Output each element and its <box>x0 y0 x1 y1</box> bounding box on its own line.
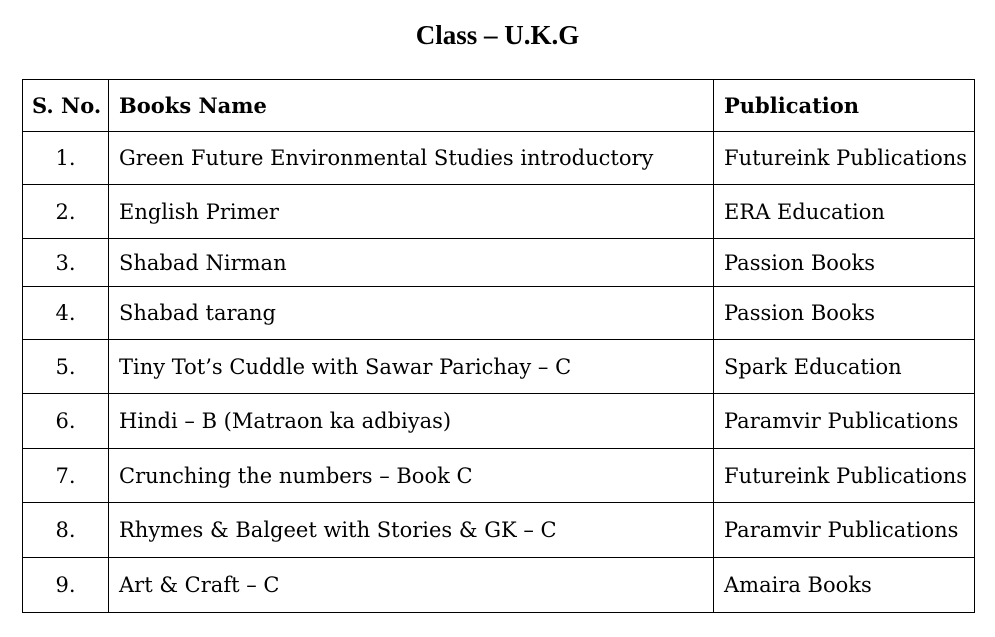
table-row <box>23 185 975 239</box>
serial-number-cell: 4. <box>23 287 109 340</box>
book-name-cell: Hindi – B (Matraon ka adbiyas) <box>109 394 714 449</box>
serial-number-cell: 2. <box>23 185 109 239</box>
book-name-cell: Crunching the numbers – Book C <box>109 449 714 503</box>
serial-number-cell: 9. <box>23 558 109 613</box>
publication-cell: Paramvir Publications <box>714 503 975 558</box>
table-row <box>23 503 975 558</box>
table-row <box>23 132 975 185</box>
publication-cell: ERA Education <box>714 185 975 239</box>
book-name-cell: Green Future Environmental Studies introductory <box>109 132 714 185</box>
table-row <box>23 394 975 449</box>
table-row <box>23 449 975 503</box>
publication-cell: Futureink Publications <box>714 132 975 185</box>
publication-cell: Futureink Publications <box>714 449 975 503</box>
serial-number-cell: 7. <box>23 449 109 503</box>
serial-number-cell: 1. <box>23 132 109 185</box>
book-name-cell: English Primer <box>109 185 714 239</box>
header-books-name: Books Name <box>109 80 714 132</box>
publication-cell: Spark Education <box>714 340 975 394</box>
publication-cell: Paramvir Publications <box>714 394 975 449</box>
serial-number-cell: 6. <box>23 394 109 449</box>
serial-number-cell: 3. <box>23 239 109 287</box>
table-header-row <box>23 80 975 132</box>
book-name-cell: Rhymes & Balgeet with Stories & GK – C <box>109 503 714 558</box>
book-name-cell: Shabad tarang <box>109 287 714 340</box>
header-serial-number: S. No. <box>23 80 109 132</box>
books-table <box>22 79 975 613</box>
table-row <box>23 287 975 340</box>
book-name-cell: Tiny Tot’s Cuddle with Sawar Parichay – C <box>109 340 714 394</box>
book-name-cell: Shabad Nirman <box>109 239 714 287</box>
serial-number-cell: 8. <box>23 503 109 558</box>
book-name-cell: Art & Craft – C <box>109 558 714 613</box>
table-row <box>23 239 975 287</box>
table-row <box>23 558 975 613</box>
publication-cell: Passion Books <box>714 287 975 340</box>
publication-cell: Passion Books <box>714 239 975 287</box>
table-row <box>23 340 975 394</box>
header-publication: Publication <box>714 80 975 132</box>
publication-cell: Amaira Books <box>714 558 975 613</box>
page-title: Class – U.K.G <box>415 20 580 50</box>
serial-number-cell: 5. <box>23 340 109 394</box>
